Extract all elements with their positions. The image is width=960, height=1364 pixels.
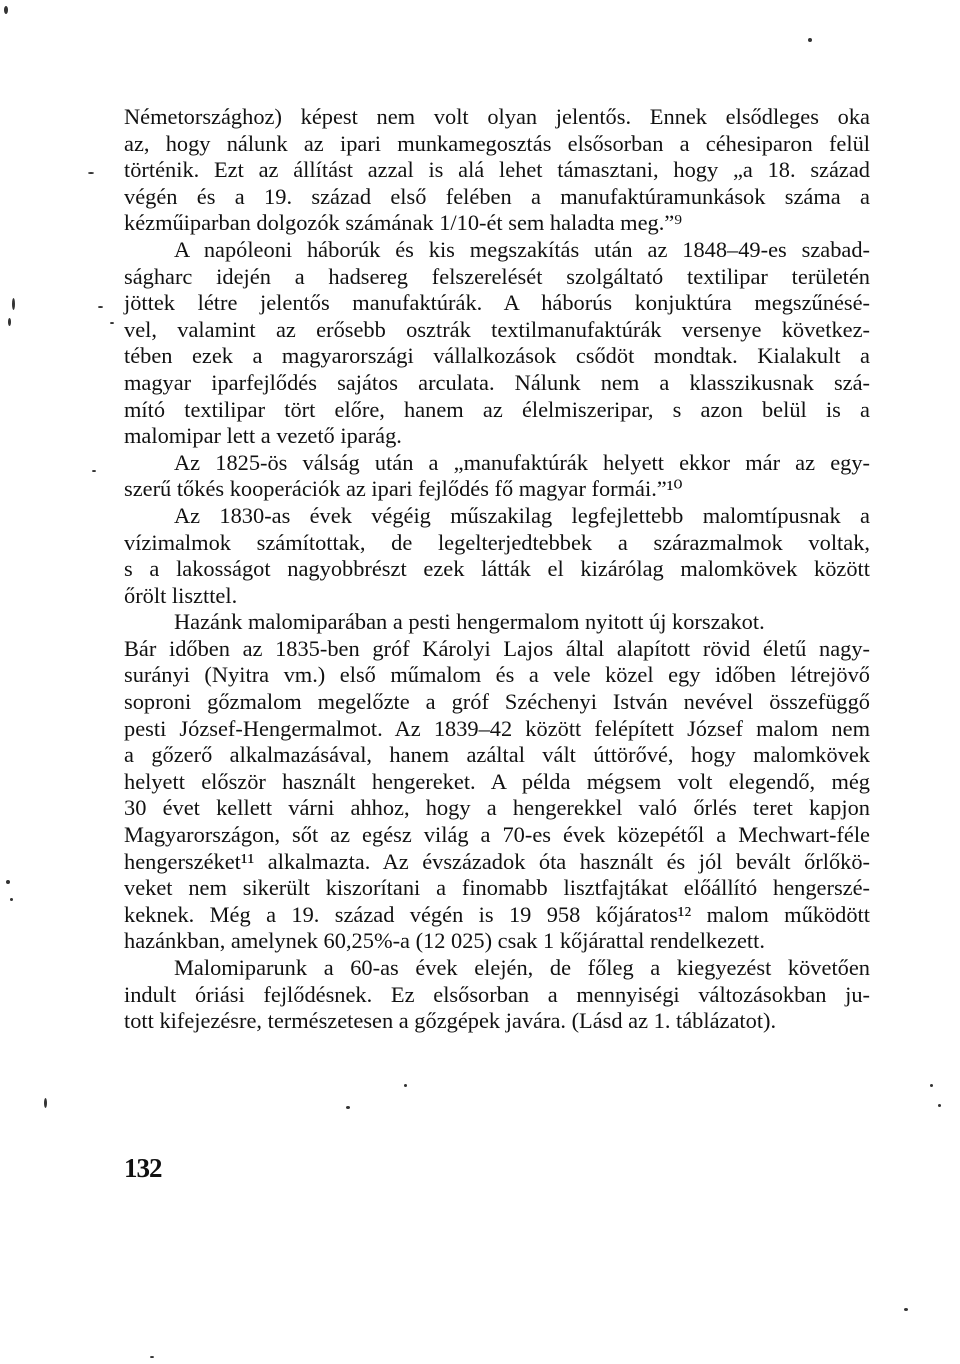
scan-speck	[904, 1308, 908, 1311]
text-line: magyar iparfejlődés sajátos arculata. Nálunk nem a klasszikusnak szá-	[124, 369, 870, 395]
scan-speck	[44, 1098, 47, 1108]
scan-speck	[110, 322, 114, 324]
text-line: malomipar lett a vezető iparág.	[124, 423, 402, 449]
scan-speck	[930, 1084, 933, 1087]
text-line: pesti József-Hengermalmot. Az 1839–42 között felépített József malom nem	[124, 715, 870, 741]
text-line: történik. Ezt az állítást azzal is alá lehet támasztani, hogy „a 18. század	[124, 157, 870, 183]
scan-speck	[938, 1104, 941, 1107]
text-line: indult óriási fejlődésnek. Ez elsősorban a mennyiségi változásokban ju-	[124, 981, 870, 1007]
text-line: hazánkban, amelynek 60,25%-a (12 025) csak 1 kőjárattal rendelkezett.	[124, 928, 765, 954]
text-line: végén és a 19. század első felében a manufaktúramunkások száma a	[124, 183, 870, 209]
text-line: surányi (Nyitra vm.) első műmalom és a vele közel egy időben létrejövő	[124, 662, 870, 688]
text-line: mító textilipar tört előre, hanem az élelmiszeripar, s azon belül is a	[124, 396, 870, 422]
text-line: ságharc idején a hadsereg felszerelését szolgáltató textilipar területén	[124, 263, 870, 289]
text-line: hengerszéket¹¹ alkalmazta. Az évszázadok óta használt és jól bevált őrlőkö-	[124, 848, 870, 874]
text-line: tott kifejezésre, természetesen a gőzgépek javára. (Lásd az 1. táblázatot).	[124, 1008, 777, 1034]
text-line: vel, valamint az erősebb osztrák textilmanufaktúrák versenye következ-	[124, 316, 870, 342]
text-line: soproni gőzmalom megelőzte a gróf Széchenyi István nevével összefüggő	[124, 689, 870, 715]
text-line: Németországhoz) képest nem volt olyan jelentős. Ennek elsődleges oka	[124, 104, 870, 129]
text-line: Az 1825-ös válság után a „manufaktúrák helyett ekkor már az egy-	[174, 449, 870, 475]
scan-speck	[88, 172, 94, 174]
text-line: őrölt liszttel.	[124, 582, 238, 608]
scan-speck	[6, 880, 10, 884]
scan-speck	[10, 898, 13, 901]
text-line: vízimalmok számítottak, de legelterjedtebbek a szárazmalmok voltak,	[124, 529, 870, 555]
text-line: Az 1830-as évek végéig műszakilag legfejlettebb malomtípusnak a	[174, 502, 870, 528]
scan-speck	[8, 318, 11, 326]
scan-speck	[4, 6, 8, 14]
scan-speck	[98, 306, 103, 308]
text-line: az, hogy nálunk az ipari munkamegosztás elsősorban a céhesiparon felül	[124, 130, 870, 156]
text-line: Malomiparunk a 60-as évek elején, de főleg a kiegyezést követően	[174, 955, 870, 980]
text-line: kézműiparban dolgozók számának 1/10-ét sem haladta meg.”⁹	[124, 210, 683, 236]
scan-speck	[404, 1084, 407, 1087]
text-line: tében ezek a magyarországi vállalkozások csődöt mondtak. Kialakult a	[124, 343, 870, 369]
scan-speck	[12, 298, 15, 310]
text-line: jöttek létre jelentős manufaktúrák. A háborús konjuktúra megszűnésé-	[124, 290, 870, 316]
text-line: a gőzerő alkalmazásával, hanem azáltal vált úttörővé, hogy malomkövek	[124, 742, 870, 768]
text-line: A napóleoni háborúk és kis megszakítás után az 1848–49-es szabad-	[174, 236, 870, 262]
text-line: keknek. Még a 19. század végén is 19 958 kőjáratos¹² malom működött	[124, 901, 870, 927]
scan-speck	[346, 1106, 350, 1109]
text-line: Hazánk malomiparában a pesti hengermalom nyitott új korszakot.	[174, 609, 765, 635]
text-line: Magyarországon, sőt az egész világ a 70-es évek közepétől a Mechwart-féle	[124, 822, 870, 848]
scan-speck	[808, 38, 812, 42]
page-number: 132	[124, 1153, 162, 1183]
text-line: s a lakosságot nagyobbrészt ezek látták el kizárólag malomkövek között	[124, 556, 870, 582]
text-line: 30 évet kellett várni ahhoz, hogy a hengerekkel való őrlés teret kapjon	[124, 795, 870, 821]
text-line: veket nem sikerült kiszorítani a finomabb lisztfajtákat előállító hengerszé-	[124, 875, 870, 901]
scan-speck	[150, 1356, 154, 1358]
text-line: szerű tőkés kooperációk az ipari fejlődés fő magyar formái.”¹⁰	[124, 476, 683, 502]
text-line: helyett először használt hengereket. A példa mégsem volt elegendő, még	[124, 768, 870, 794]
text-line: Bár időben az 1835-ben gróf Károlyi Lajos által alapított rövid életű nagy-	[124, 635, 870, 661]
scan-speck	[92, 470, 96, 472]
body-text	[124, 104, 870, 1035]
